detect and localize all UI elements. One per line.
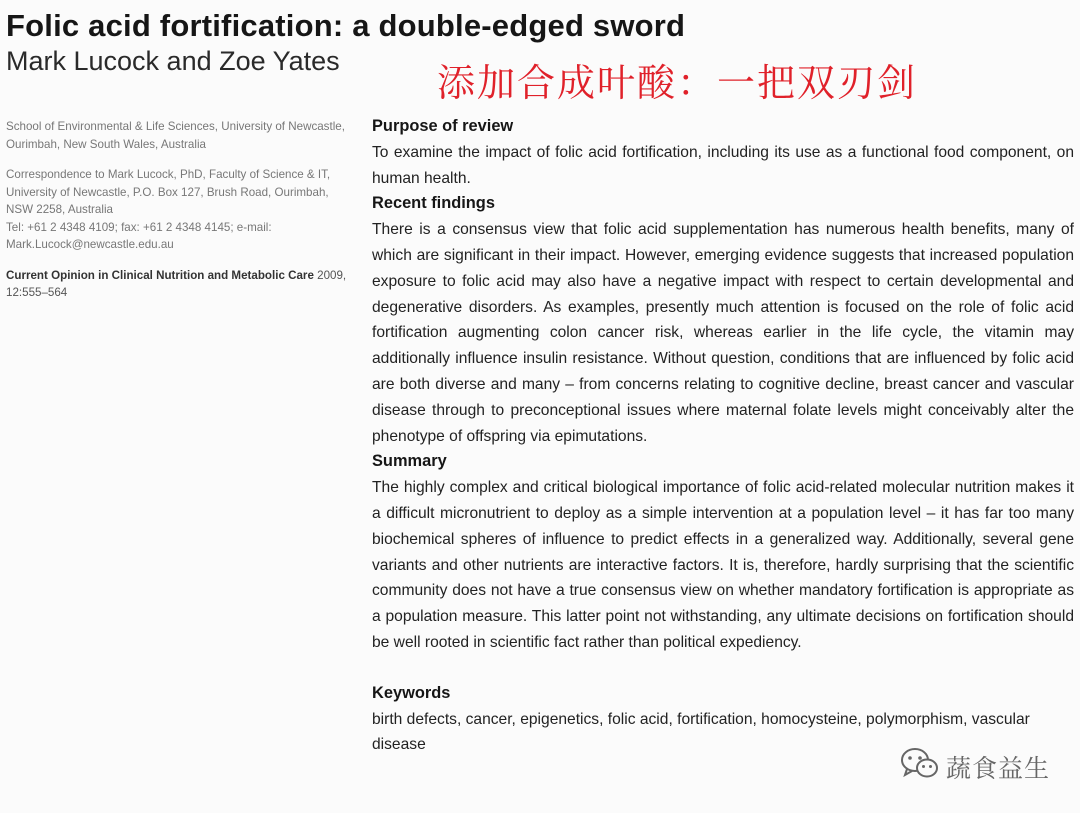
correspondence-contact: Tel: +61 2 4348 4109; fax: +61 2 4348 4145; e-mail: Mark.Lucock@newcastle.edu.au xyxy=(6,220,272,251)
journal-reference: 2009, 12:555–564 xyxy=(6,268,347,299)
paper-title: Folic acid fortification: a double-edged sword xyxy=(6,8,686,43)
watermark-text: 蔬食益生 xyxy=(946,753,1051,783)
overlay-chinese-title: 添加合成叶酸：一把双刃剑 xyxy=(437,61,918,105)
journal-citation xyxy=(6,267,356,302)
purpose-heading: Purpose of review xyxy=(372,117,514,135)
paper-authors: Mark Lucock and Zoe Yates xyxy=(6,46,340,76)
correspondence xyxy=(6,166,356,254)
findings-heading: Recent findings xyxy=(372,194,495,213)
keywords-heading: Keywords xyxy=(372,683,451,702)
affiliation: School of Environmental & Life Sciences, University of Newcastle, Ourimbah, New South Wales, Australia xyxy=(6,120,345,151)
findings-text: There is a consensus view that folic acid supplementation has numerous health benefits, many of which are significant in their impact. However, emerging evidence suggests that increased population exposure to folic acid may also have a negative impact with respect to certain developmental and degenerative disorders. As examples, presently much attention is focused on the role of folic acid fortification augmenting colon cancer risk, whereas earlier in the life cycle, the vitamin may additionally influence insulin resistance. Without question, conditions that are influenced by folic acid are both diverse and many – from concerns relating to cognitive decline, breast cancer and vascular disease through to preconceptional issues where maternal folate levels might conceivably alter the phenotype of offspring via epimutations. xyxy=(372,221,1074,445)
summary-text: The highly complex and critical biological importance of folic acid-related molecular nutrition makes it a difficult micronutrient to deploy as a simple intervention at a population level – it has far too many biochemical spheres of influence to predict effects in a generalized way. Additionally, several gene variants and other nutrients are interactive factors. It is, therefore, hardly surprising that the scientific community does not have a true consensus view on whether mandatory fortification is appropriate as a population measure. This latter point not withstanding, any ultimate decisions on fortification should be well rooted in scientific fact rather than political expediency. xyxy=(372,479,1074,651)
abstract xyxy=(372,114,1074,758)
correspondence-address: Correspondence to Mark Lucock, PhD, Faculty of Science & IT, University of Newcastle, P.O. Box 127, Brush Road, Ourimbah, NSW 2258, Australia xyxy=(6,168,331,216)
wechat-icon xyxy=(900,747,940,786)
watermark xyxy=(900,747,1050,786)
purpose-text: To examine the impact of folic acid fortification, including its use as a functional food component, on human health. xyxy=(372,143,1074,187)
keywords-text: birth defects, cancer, epigenetics, folic acid, fortification, homocysteine, polymorphism, vascular disease xyxy=(372,710,1030,754)
journal-name: Current Opinion in Clinical Nutrition and Metabolic Care xyxy=(6,268,314,282)
summary-heading: Summary xyxy=(372,452,447,471)
sidebar-info xyxy=(6,118,356,315)
